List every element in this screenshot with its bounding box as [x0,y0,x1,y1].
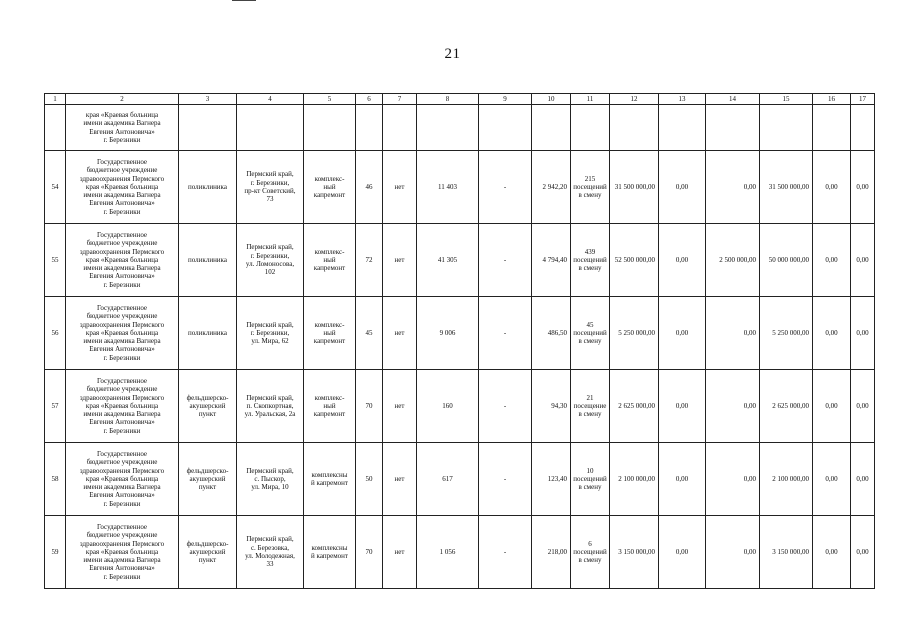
repair-type-cell: комплекс- ный капремонт [304,370,356,443]
cell-c7: нет [383,151,417,224]
cell-c13: 0,00 [659,516,706,589]
cell-c9: - [479,370,532,443]
cell-empty [813,105,851,151]
cell-c17: 0,00 [851,297,875,370]
cell-empty [179,105,237,151]
address-cell: Пермский край, с. Березовка, ул. Молодежная, 33 [237,516,304,589]
column-number: 1 [45,94,66,105]
table-row [45,516,875,589]
institution-name-cell: края «Краевая больница имени академика Вагнера Евгения Антоновича» г. Березники [66,105,179,151]
capacity-cell: 45 посещений в смену [571,297,610,370]
facility-type-cell: фельдшерско- акушерский пункт [179,370,237,443]
cell-empty [851,105,875,151]
cell-c9: - [479,516,532,589]
institution-name-cell: Государственное бюджетное учреждение здравоохранения Пермского края «Краевая больница имени академика Вагнера Евгения Антоновича» г. Березники [66,297,179,370]
cell-c16: 0,00 [813,443,851,516]
repair-type-cell: комплексны й капремонт [304,516,356,589]
cell-c15: 3 150 000,00 [760,516,813,589]
address-cell: Пермский край, п. Скопкортная, ул. Уральская, 2а [237,370,304,443]
facility-type-cell: поликлиника [179,224,237,297]
column-number: 4 [237,94,304,105]
cell-c17: 0,00 [851,151,875,224]
cell-c9: - [479,297,532,370]
cell-c15: 2 625 000,00 [760,370,813,443]
capacity-cell: 215 посещений в смену [571,151,610,224]
cell-empty [383,105,417,151]
cell-c8: 9 006 [417,297,479,370]
column-number-row [45,94,875,105]
column-number: 9 [479,94,532,105]
continuation-row [45,105,875,151]
cell-c9: - [479,443,532,516]
cell-c14: 0,00 [706,516,760,589]
cell-c9: - [479,224,532,297]
cell-c13: 0,00 [659,297,706,370]
column-number: 5 [304,94,356,105]
cell-c17: 0,00 [851,224,875,297]
cell-empty [304,105,356,151]
cell-c7: нет [383,224,417,297]
cell-c8: 1 056 [417,516,479,589]
institution-name-cell: Государственное бюджетное учреждение здравоохранения Пермского края «Краевая больница имени академика Вагнера Евгения Антоновича» г. Березники [66,370,179,443]
table-row [45,370,875,443]
facility-type-cell: фельдшерско- акушерский пункт [179,516,237,589]
row-number-cell: 59 [45,516,66,589]
address-cell: Пермский край, г. Березники, ул. Ломоносова, 102 [237,224,304,297]
cell-c16: 0,00 [813,370,851,443]
cell-c10: 218,00 [532,516,571,589]
capacity-cell: 6 посещений в смену [571,516,610,589]
cell-c6: 70 [356,516,383,589]
column-number: 11 [571,94,610,105]
capacity-cell: 10 посещений в смену [571,443,610,516]
cell-c8: 617 [417,443,479,516]
address-cell: Пермский край, г. Березники, ул. Мира, 62 [237,297,304,370]
capacity-cell: 21 посещение в смену [571,370,610,443]
cell-empty [417,105,479,151]
cell-c7: нет [383,370,417,443]
repair-type-cell: комплекс- ный капремонт [304,297,356,370]
institution-name-cell: Государственное бюджетное учреждение здравоохранения Пермского края «Краевая больница имени академика Вагнера Евгения Антоновича» г. Березники [66,516,179,589]
cell-c16: 0,00 [813,516,851,589]
cell-empty [706,105,760,151]
address-cell: Пермский край, с. Пыскор, ул. Мира, 10 [237,443,304,516]
table-row [45,224,875,297]
cell-c15: 5 250 000,00 [760,297,813,370]
cell-c6: 45 [356,297,383,370]
cell-c9: - [479,151,532,224]
cell-c17: 0,00 [851,516,875,589]
cell-c16: 0,00 [813,151,851,224]
table-row [45,443,875,516]
cell-c6: 46 [356,151,383,224]
repair-type-cell: комплекс- ный капремонт [304,151,356,224]
column-number: 7 [383,94,417,105]
column-number: 8 [417,94,479,105]
column-number: 2 [66,94,179,105]
cell-c15: 31 500 000,00 [760,151,813,224]
cell-c7: нет [383,443,417,516]
cell-c14: 0,00 [706,443,760,516]
cell-c17: 0,00 [851,443,875,516]
cell-c10: 486,50 [532,297,571,370]
cell-c6: 70 [356,370,383,443]
cell-c7: нет [383,297,417,370]
cell-empty [532,105,571,151]
column-number: 10 [532,94,571,105]
scan-artifact-line [232,0,256,1]
facility-type-cell: поликлиника [179,297,237,370]
cell-c15: 2 100 000,00 [760,443,813,516]
column-number: 13 [659,94,706,105]
cell-c8: 160 [417,370,479,443]
repair-type-cell: комплекс- ный капремонт [304,224,356,297]
cell-c10: 94,30 [532,370,571,443]
cell-c14: 2 500 000,00 [706,224,760,297]
column-number: 16 [813,94,851,105]
amount-total-cell: 2 625 000,00 [610,370,659,443]
institution-name-cell: Государственное бюджетное учреждение здравоохранения Пермского края «Краевая больница имени академика Вагнера Евгения Антоновича» г. Березники [66,224,179,297]
cell-empty [760,105,813,151]
cell-empty [356,105,383,151]
cell-c14: 0,00 [706,151,760,224]
cell-c8: 41 305 [417,224,479,297]
cell-c16: 0,00 [813,297,851,370]
cell-empty [45,105,66,151]
amount-total-cell: 31 500 000,00 [610,151,659,224]
row-number-cell: 57 [45,370,66,443]
cell-empty [610,105,659,151]
facility-type-cell: поликлиника [179,151,237,224]
column-number: 12 [610,94,659,105]
column-number: 6 [356,94,383,105]
row-number-cell: 55 [45,224,66,297]
row-number-cell: 56 [45,297,66,370]
capital-repair-table [44,93,875,589]
cell-c14: 0,00 [706,370,760,443]
institution-name-cell: Государственное бюджетное учреждение здравоохранения Пермского края «Краевая больница имени академика Вагнера Евгения Антоновича» г. Березники [66,151,179,224]
amount-total-cell: 5 250 000,00 [610,297,659,370]
amount-total-cell: 52 500 000,00 [610,224,659,297]
cell-c16: 0,00 [813,224,851,297]
institution-name-cell: Государственное бюджетное учреждение здравоохранения Пермского края «Краевая больница имени академика Вагнера Евгения Антоновича» г. Березники [66,443,179,516]
amount-total-cell: 2 100 000,00 [610,443,659,516]
cell-c6: 72 [356,224,383,297]
table-row [45,151,875,224]
row-number-cell: 58 [45,443,66,516]
cell-empty [571,105,610,151]
page-number: 21 [444,46,461,62]
column-number: 15 [760,94,813,105]
column-number: 17 [851,94,875,105]
row-number-cell: 54 [45,151,66,224]
repair-type-cell: комплексны й капремонт [304,443,356,516]
column-number: 3 [179,94,237,105]
cell-c15: 50 000 000,00 [760,224,813,297]
cell-c8: 11 403 [417,151,479,224]
cell-c10: 123,40 [532,443,571,516]
address-cell: Пермский край, г. Березники, пр-кт Советский, 73 [237,151,304,224]
cell-c13: 0,00 [659,224,706,297]
facility-type-cell: фельдшерско- акушерский пункт [179,443,237,516]
cell-empty [479,105,532,151]
cell-c10: 2 942,20 [532,151,571,224]
column-number: 14 [706,94,760,105]
capacity-cell: 439 посещений в смену [571,224,610,297]
cell-c13: 0,00 [659,151,706,224]
cell-empty [237,105,304,151]
cell-c13: 0,00 [659,370,706,443]
cell-c13: 0,00 [659,443,706,516]
cell-c17: 0,00 [851,370,875,443]
amount-total-cell: 3 150 000,00 [610,516,659,589]
cell-empty [659,105,706,151]
cell-c7: нет [383,516,417,589]
cell-c14: 0,00 [706,297,760,370]
table-row [45,297,875,370]
cell-c10: 4 794,40 [532,224,571,297]
cell-c6: 50 [356,443,383,516]
